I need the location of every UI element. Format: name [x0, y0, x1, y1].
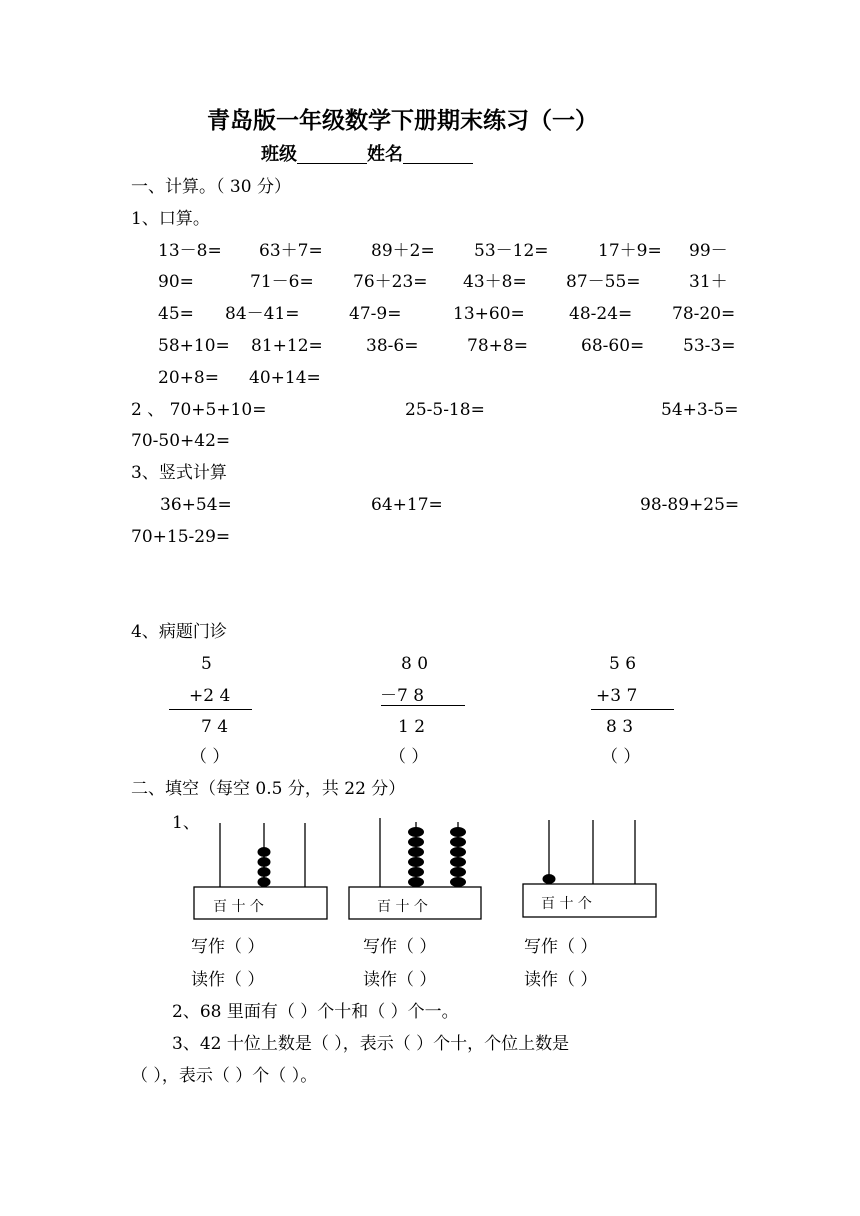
s2-q3-line2: （ ），表示（ ）个（ ）。 [131, 1066, 318, 1086]
q1-heading: 1、口算。 [131, 209, 210, 229]
abacus-bead [408, 837, 424, 847]
oral-item: 89＋2= [371, 241, 435, 261]
s2-q3-line1: 3、42 十位上数是（ ），表示（ ）个十，个位上数是 [172, 1034, 570, 1054]
section2-heading: 二、填空（每空 0.5 分，共 22 分） [131, 779, 406, 799]
read-as-2[interactable]: 读作（ ） [363, 970, 437, 990]
answer-paren[interactable]: （ ） [601, 747, 641, 767]
oral-item: 63＋7= [259, 241, 323, 261]
problem-op: －7 8 [380, 686, 425, 706]
abacus-bead [450, 847, 466, 857]
oral-item: 43＋8= [463, 272, 527, 292]
q2-item: 25-5-18= [405, 400, 485, 420]
abacus-label: 百 十 个 [377, 899, 428, 915]
abacus-bead [450, 827, 466, 837]
q2-item: 70-50+42= [131, 431, 231, 451]
abacus-label: 百 十 个 [541, 896, 592, 912]
write-as-3[interactable]: 写作（ ） [524, 937, 598, 957]
s2-q1-label: 1、 [172, 813, 200, 833]
abacus-bead [408, 857, 424, 867]
abacus-label: 百 十 个 [213, 899, 264, 915]
write-as-2[interactable]: 写作（ ） [363, 937, 437, 957]
oral-item: 71－6= [250, 272, 314, 292]
problem-op: +3 7 [596, 686, 638, 706]
problem-top: 5 6 [609, 654, 637, 674]
abacus-bead [408, 827, 424, 837]
abacus-bead [450, 877, 466, 887]
section1-heading: 一、计算。（ 30 分） [131, 177, 291, 197]
oral-item: 78-20= [672, 304, 736, 324]
oral-item: 84－41= [225, 304, 300, 324]
q3-item: 98-89+25= [640, 495, 740, 515]
q3-heading: 3、竖式计算 [131, 463, 227, 483]
oral-item: 17＋9= [598, 241, 662, 261]
oral-item: 53-3= [683, 336, 736, 356]
oral-item: 48-24= [569, 304, 633, 324]
page-title: 青岛版一年级数学下册期末练习（一） [207, 107, 598, 134]
oral-item: 38-6= [366, 336, 419, 356]
q4-heading: 4、病题门诊 [131, 622, 227, 642]
oral-item: 78+8= [467, 336, 528, 356]
write-as-1[interactable]: 写作（ ） [191, 937, 265, 957]
q2-item: 2 、 70+5+10= [131, 400, 267, 420]
abacus-bead [408, 877, 424, 887]
oral-item: 58+10= [158, 336, 230, 356]
oral-item: 13+60= [453, 304, 525, 324]
q3-item: 36+54= [160, 495, 232, 515]
abacus-bead [258, 857, 271, 867]
problem-result: 1 2 [398, 717, 426, 737]
oral-item: 53－12= [474, 241, 549, 261]
answer-paren[interactable]: （ ） [190, 747, 230, 767]
read-as-3[interactable]: 读作（ ） [524, 970, 598, 990]
read-as-1[interactable]: 读作（ ） [191, 970, 265, 990]
q2-item: 54+3-5= [661, 400, 739, 420]
oral-item: 13－8= [158, 241, 222, 261]
oral-item: 20+8= [158, 368, 219, 388]
problem-top: 5 [201, 654, 212, 674]
problem-result: 7 4 [201, 717, 229, 737]
abacus-bead [408, 847, 424, 857]
problem-top: 8 0 [401, 654, 429, 674]
abacus-bead [450, 867, 466, 877]
oral-item: 90= [158, 272, 194, 292]
abacus-bead [450, 857, 466, 867]
oral-item: 68-60= [581, 336, 645, 356]
oral-item: 76＋23= [353, 272, 428, 292]
problem-op: +2 4 [189, 686, 231, 706]
s2-q2: 2、68 里面有（ ）个十和（ ）个一。 [172, 1002, 459, 1022]
answer-paren[interactable]: （ ） [389, 747, 429, 767]
oral-item: 99－ [689, 241, 728, 261]
oral-item: 47-9= [349, 304, 402, 324]
name-label: 姓名 [367, 144, 403, 165]
abacus-bead [258, 847, 271, 857]
oral-item: 40+14= [249, 368, 321, 388]
abacus-bead [543, 874, 556, 884]
q3-item: 64+17= [371, 495, 443, 515]
abacus-bead [258, 877, 271, 887]
class-label: 班级 [261, 144, 297, 165]
oral-item: 87－55= [566, 272, 641, 292]
abacus-bead [408, 867, 424, 877]
oral-item: 45= [158, 304, 194, 324]
abacus-bead [450, 837, 466, 847]
problem-result: 8 3 [606, 717, 634, 737]
q3-item: 70+15-29= [131, 527, 231, 547]
oral-item: 81+12= [251, 336, 323, 356]
oral-item: 31＋ [689, 272, 728, 292]
abacus-bead [258, 867, 271, 877]
